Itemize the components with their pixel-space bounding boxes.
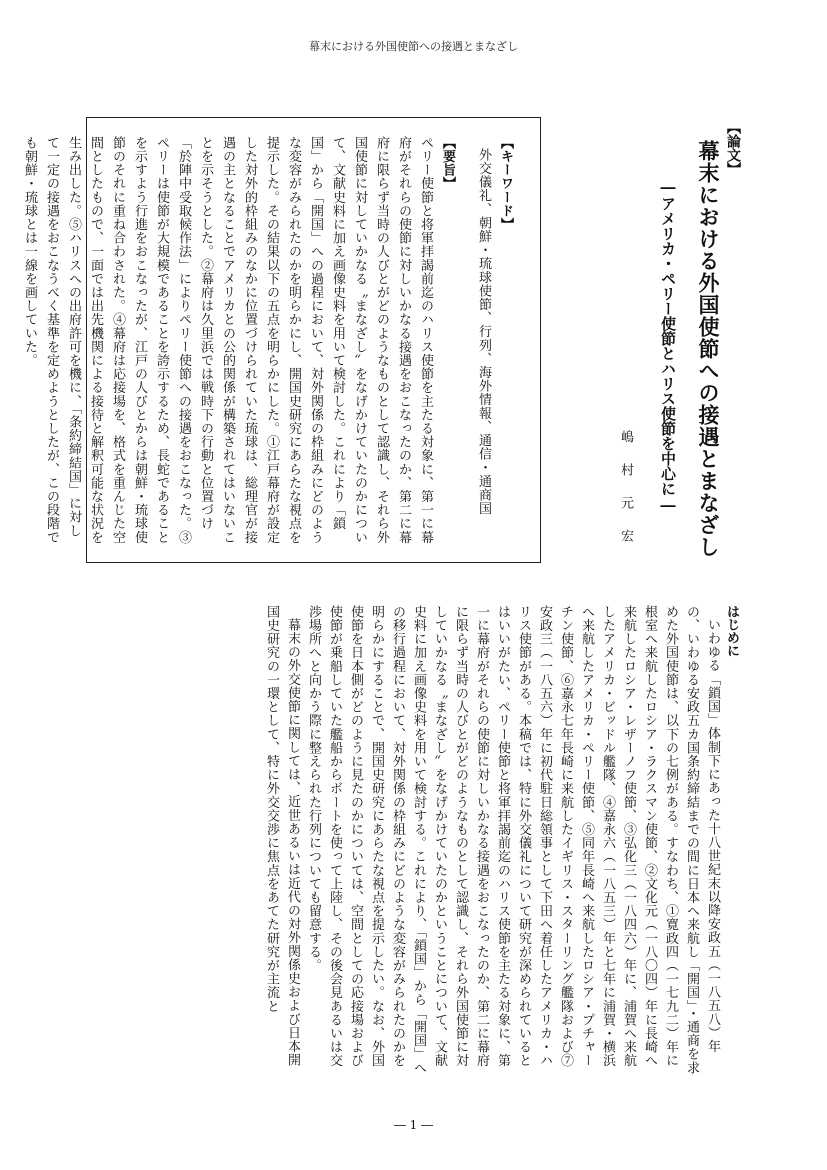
body-paragraph: いわゆる「鎖国」体制下にあった十八世紀末以降安政五（一八五八）年の、いわゆる安政五カ国条約締結までの間に日本へ来航し「開国」・通商を求めた外国使節は、以下の七例がある。すなわち、①寛政四（一七九二）年に根室へ来航したロシア・ラクスマン使節、②文化元（一八〇四）年に長崎へ来航したロシア・レザーノフ使節、③弘化三（一八四六）年に、浦賀へ来航したアメリカ・ビッドル艦隊、④嘉永六（一八五三）年と七年に浦賀・横浜へ来航したアメリカ・ペリー使節、⑤同年長崎へ来航したロシア・プチャーチン使節、⑥嘉永七年長崎に来航したイギリス・スターリング艦隊および⑦安政三（一八五六）年に初代駐日総領事として下田へ着任したアメリカ・ハリス使節がある。本稿では、特に外交儀礼について研究が深められているとはいいがたい、ペリー使節と将軍拝謁前迄のハリス使節を主たる対象に、第一に幕府がそれらの使節に対しいかなる接遇をおこなったのか、第二に幕府に限らず当時の人びとがどのようなものとして認識し、それら外国使節に対していかなる〝まなざし〟をなげかけていたのかということについて、文献史料に加え画像史料を用いて検討する。これにより、「鎖国」から「開国」への移行過程において、対外関係の枠組みにどのような変容がみられたのかを明らかにすることで、開国史研究にあらたな視点を提示したい。なお、外国使節を日本側がどのように見たのかについては、空間としての応接場および使節が乗船していた艦船からボートを使って上陸し、その後会見あるいは交渉場所へと向かう際に整えられた行列についても留意する。	[306, 605, 720, 1075]
body-text	[103, 605, 723, 1075]
body-paragraph: 幕末の外交使節に関しては、近世あるいは近代の対外関係史および日本開国史研究の一環として、特に外交交渉に焦点をあてた研究が主流と	[264, 605, 300, 1067]
article-category-label: 【論文】	[725, 120, 741, 176]
article-subtitle: ―アメリカ・ペリー使節とハリス使節を中心に―	[659, 178, 677, 514]
summary-label: 【要旨】	[440, 136, 455, 191]
section-heading: はじめに	[724, 605, 739, 657]
author-name: 嶋村元宏	[618, 430, 633, 562]
running-header: 幕末における外国使節への接遇とまなざし	[309, 40, 518, 53]
keywords-label: 【キーワード】	[498, 136, 513, 232]
page-number: ― 1 ―	[393, 1118, 434, 1132]
summary-text: ペリー使節と将軍拝謁前迄のハリス使節を主たる対象に、第一に幕府がそれらの使節に対しいかなる接遇をおこなったのか、第二に幕府に限らず当時の人びとがどのようなものとして認識し、それら外国使節に対していかなる〝まなざし〟をなげかけていたのかについて、文献史料に加え画像史料を用いて検討した。これにより「鎖国」から「開国」への過程において、対外関係の枠組みにどのような変容がみられたのかを明らかにし、開国史研究にあらたな視点を提示した。その結果以下の五点を明らかにした。①江戸幕府が設定した対外的枠組みのなかに位置づけられていた琉球は、総理官が接遇の主となることでアメリカとの公的関係が構築されてはいないことを示そうとした。②幕府は久里浜では戦時下の行動と位置づけ「於陣中受取候作法」によりペリー使節への接遇をおこなった。③ペリーは使節が大規模であることを誇示するため、長蛇であることを示すよう行進をおこなったが、江戸の人びとからは朝鮮・琉球使節のそれに重ね合わされた。④幕府は応接場を、格式を重んじた空間としたもので、一面では出先機関による接待と解釈可能な状況を生み出した。⑤ハリスへの出府許可を機に、「条約締結国」に対して一定の接遇をおこなうべく基準を定めようとしたが、この段階でも朝鮮・琉球とは一線を画していた。	[22, 136, 433, 544]
article-title: 幕末における外国使節への接遇とまなざし	[696, 140, 721, 558]
keywords-text: 外交儀礼、朝鮮・琉球使節、行列、海外情報、通信・通商国	[476, 148, 491, 516]
abstract-box	[22, 117, 541, 563]
